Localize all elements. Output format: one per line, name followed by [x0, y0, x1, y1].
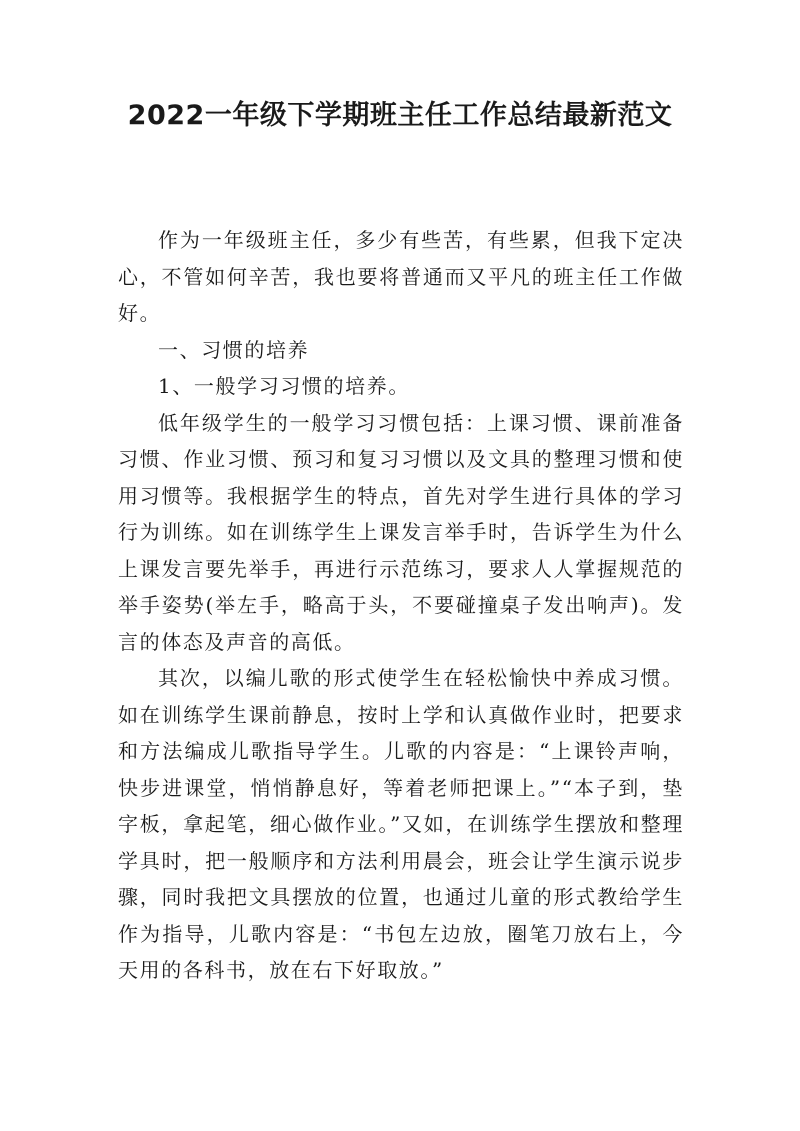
paragraph-nursery-rhymes: 其次，以编儿歌的形式使学生在轻松愉快中养成习惯。如在训练学生课前静息，按时上学和认真做作业时，把要求和方法编成儿歌指导学生。儿歌的内容是：“上课铃声响，快步进课堂，悄悄静息好，等着老师把课上。”“本子到，垫字板，拿起笔，细心做作业。”又如，在训练学生摆放和整理学具时，把一般顺序和方法利用晨会，班会让学生演示说步骤，同时我把文具摆放的位置，也通过儿童的形式教给学生作为指导，儿歌内容是：“书包左边放，圈笔刀放右上，今天用的各科书，放在右下好取放。” [118, 666, 684, 982]
paragraph-general-habits: 低年级学生的一般学习习惯包括：上课习惯、课前准备习惯、作业习惯、预习和复习习惯以及文具的整理习惯和使用习惯等。我根据学生的特点，首先对学生进行具体的学习行为训练。如在训练学生上课发言举手时，告诉学生为什么上课发言要先举手，再进行示范练习，要求人人掌握规范的举手姿势(举左手，略高于头，不要碰撞桌子发出响声)。发言的体态及声音的高低。 [118, 410, 684, 654]
document-title: 2022一年级下学期班主任工作总结最新范文 [127, 100, 673, 131]
document-body [118, 222, 684, 989]
section-heading-habits: 一、习惯的培养 [158, 337, 310, 362]
paragraph-intro: 作为一年级班主任，多少有些苦，有些累，但我下定决心，不管如何辛苦，我也要将普通而又平凡的班主任工作做好。 [118, 228, 684, 325]
subsection-heading-general-habits: 1、一般学习习惯的培养。 [158, 374, 410, 398]
